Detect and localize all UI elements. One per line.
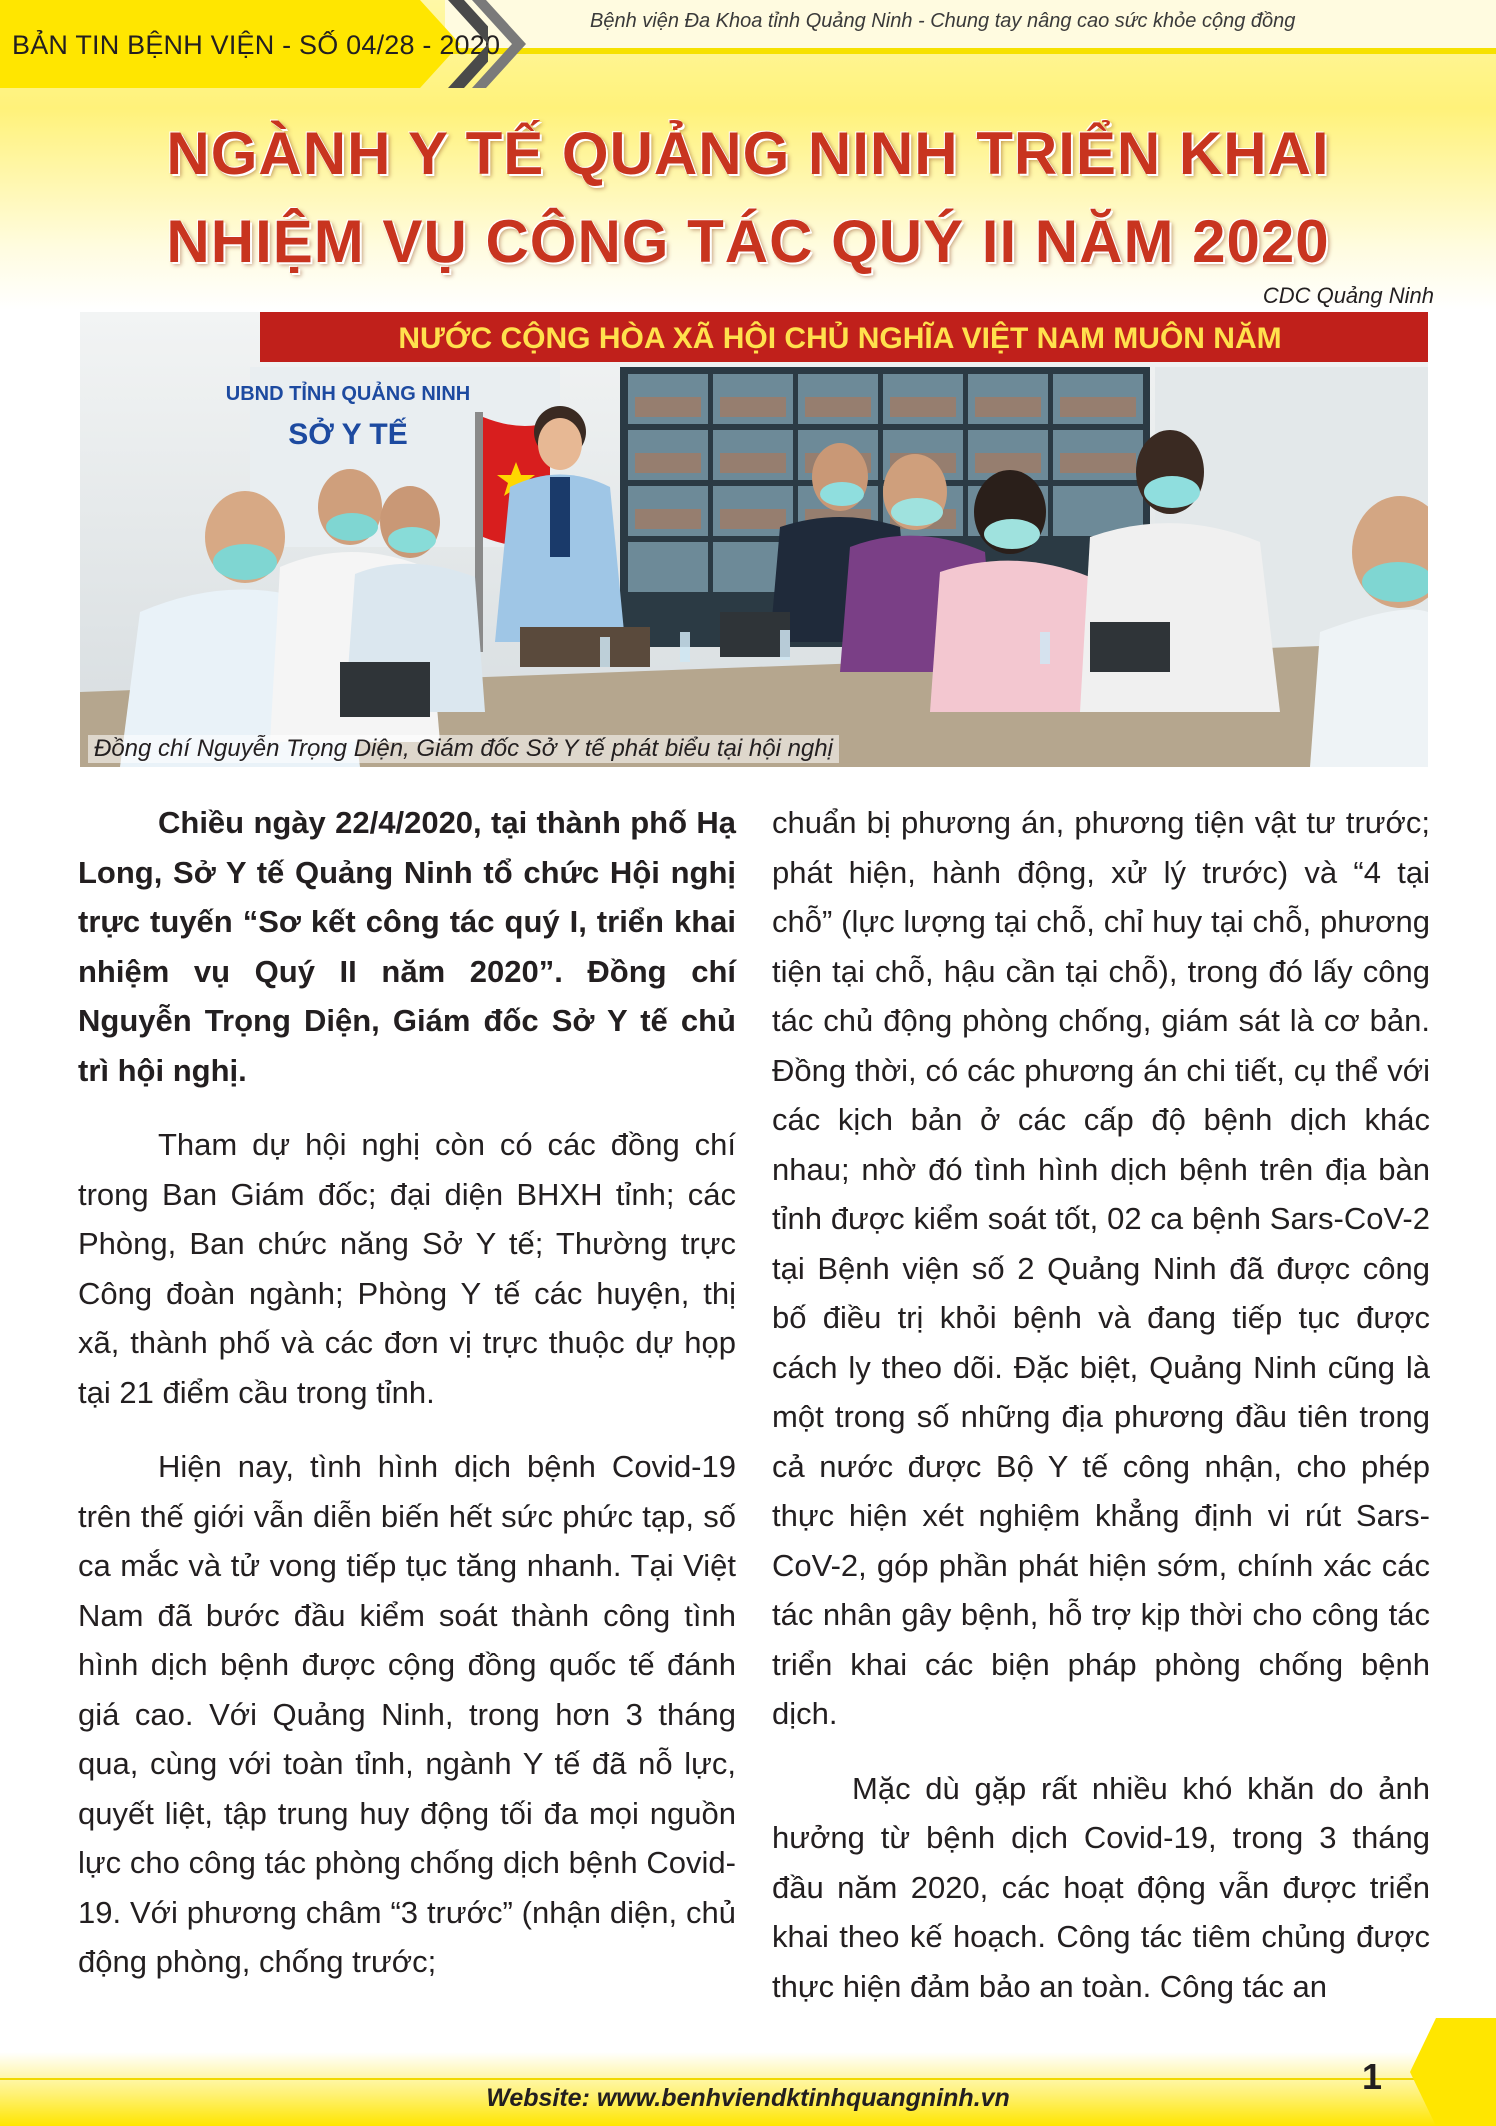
header-strip-line	[445, 48, 1496, 54]
article-right-column	[772, 798, 1430, 2036]
photo-caption: Đồng chí Nguyễn Trọng Diện, Giám đốc Sở Y tế phát biểu tại hội nghị	[88, 735, 839, 763]
footer-divider	[0, 2078, 1496, 2080]
hospital-tagline: Bệnh viện Đa Khoa tỉnh Quảng Ninh - Chung tay nâng cao sức khỏe cộng đồng	[590, 10, 1296, 32]
lead-paragraph: Chiều ngày 22/4/2020, tại thành phố Hạ Long, Sở Y tế Quảng Ninh tổ chức Hội nghị trực tuyến “Sơ kết công tác quý I, triển khai nhiệm vụ Quý II năm 2020”. Đồng chí Nguyễn Trọng Diện, Giám đốc Sở Y tế chủ trì hội nghị.	[78, 805, 736, 1088]
issue-label: BẢN TIN BỆNH VIỆN - SỐ 04/28 - 2020	[12, 30, 501, 60]
body-paragraph: Tham dự hội nghị còn có các đồng chí trong Ban Giám đốc; đại diện BHXH tỉnh; các Phòng, Ban chức năng Sở Y tế; Thường trực Công đoàn ngành; Phòng Y tế các huyện, thị xã, thành phố và các đơn vị trực thuộc dự họp tại 21 điểm cầu trong tỉnh.	[78, 1127, 736, 1410]
article-title	[0, 110, 1496, 286]
body-paragraph-continued: chuẩn bị phương án, phương tiện vật tư trước; phát hiện, hành động, xử lý trước) và “4 tại chỗ” (lực lượng tại chỗ, chỉ huy tại chỗ, phương tiện tại chỗ, hậu cần tại chỗ), trong đó lấy công tác chủ động phòng chống, giám sát là cơ bản. Đồng thời, có các phương án chi tiết, cụ thể với các kịch bản ở các cấp độ bệnh dịch khác nhau; nhờ đó tình hình dịch bệnh trên địa bàn tỉnh được kiểm soát tốt, 02 ca bệnh Sars-CoV-2 tại Bệnh viện số 2 Quảng Ninh đã được công bố điều trị khỏi bệnh và đang tiếp tục được cách ly theo dõi. Đặc biệt, Quảng Ninh cũng là một trong số những địa phương đầu tiên trong cả nước được Bộ Y tế công nhận, cho phép thực hiện xét nghiệm khẳng định vi rút Sars-CoV-2, góp phần phát hiện sớm, chính xác các tác nhân gây bệnh, hỗ trợ kịp thời cho công tác triển khai các biện pháp phòng chống bệnh dịch.	[772, 805, 1430, 1731]
photo-wall-text-2: SỞ Y TẾ	[288, 418, 408, 451]
footer-website: Website: www.benhviendktinhquangninh.vn	[486, 2084, 1010, 2112]
photo-wall-text-1: UBND TỈNH QUẢNG NINH	[225, 383, 471, 405]
body-paragraph: Mặc dù gặp rất nhiều khó khăn do ảnh hưởng từ bệnh dịch Covid-19, trong 3 tháng đầu năm 2020, các hoạt động vẫn được triển khai theo kế hoạch. Công tác tiêm chủng được thực hiện đảm bảo an toàn. Công tác an	[772, 1770, 1430, 2004]
article-left-column	[78, 798, 736, 2012]
article-title-line-1: NGÀNH Y TẾ QUẢNG NINH TRIỂN KHAI	[166, 120, 1330, 187]
body-paragraph: Hiện nay, tình hình dịch bệnh Covid-19 trên thế giới vẫn diễn biến hết sức phức tạp, số ca mắc và tử vong tiếp tục tăng nhanh. Tại Việt Nam đã bước đầu kiểm soát thành công tình hình dịch bệnh được cộng đồng quốc tế đánh giá cao. Với Quảng Ninh, trong hơn 3 tháng qua, cùng với toàn tỉnh, ngành Y tế đã nỗ lực, quyết liệt, tập trung huy động tối đa mọi nguồn lực cho công tác phòng chống dịch bệnh Covid-19. Với phương châm “3 trước” (nhận diện, chủ động phòng, chống trước;	[78, 1449, 736, 1979]
article-title-line-2: NHIỆM VỤ CÔNG TÁC QUÝ II NĂM 2020	[166, 208, 1330, 275]
conference-photo	[80, 312, 1428, 767]
photo-banner-text: NƯỚC CỘNG HÒA XÃ HỘI CHỦ NGHĨA VIỆT NAM MUÔN NĂM	[398, 322, 1282, 355]
page-number: 1	[1362, 2056, 1383, 2097]
article-author: CDC Quảng Ninh	[1262, 283, 1434, 308]
